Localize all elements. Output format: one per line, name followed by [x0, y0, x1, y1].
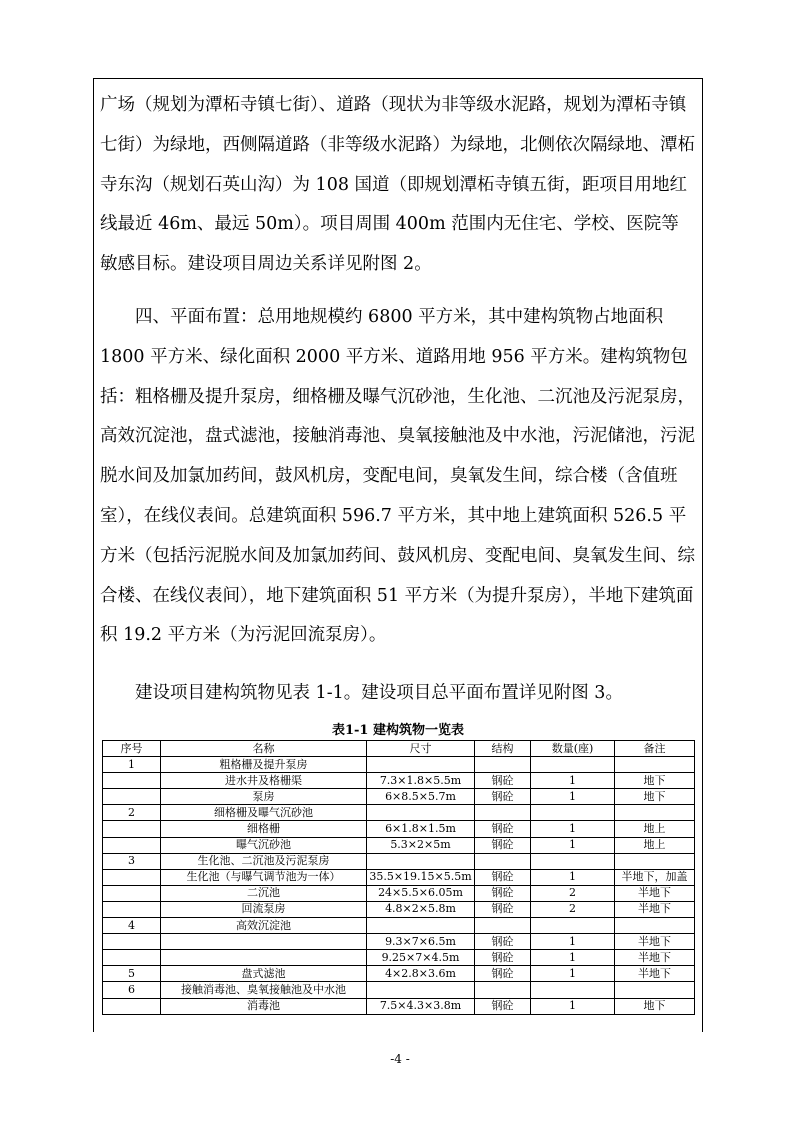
table-row	[103, 966, 695, 982]
cell-name: 盘式滤池	[161, 966, 367, 982]
table-row	[103, 901, 695, 917]
cell-size	[367, 805, 475, 821]
cell-remarks: 地上	[615, 837, 695, 853]
cell-quantity	[531, 757, 615, 773]
cell-quantity: 1	[531, 773, 615, 789]
cell-remarks: 地下	[615, 773, 695, 789]
cell-size: 9.3×7×6.5m	[367, 934, 475, 950]
cell-size: 35.5×19.15×5.5m	[367, 869, 475, 885]
cell-index	[103, 885, 161, 901]
paragraph-layout	[100, 298, 696, 656]
cell-remarks: 地下	[615, 789, 695, 805]
cell-size: 4×2.8×3.6m	[367, 966, 475, 982]
header-size: 尺寸	[367, 741, 475, 757]
cell-name: 生化池、二沉池及污泥泵房	[161, 853, 367, 869]
cell-structure	[475, 805, 531, 821]
cell-index	[103, 950, 161, 966]
cell-index	[103, 821, 161, 837]
cell-quantity: 1	[531, 821, 615, 837]
page-number: -4 -	[390, 1052, 410, 1066]
table-row	[103, 950, 695, 966]
cell-quantity	[531, 853, 615, 869]
table-row	[103, 821, 695, 837]
cell-structure: 钢砼	[475, 821, 531, 837]
cell-name: 细格栅及曝气沉砂池	[161, 805, 367, 821]
cell-name: 消毒池	[161, 998, 367, 1014]
paragraph-reference	[100, 674, 696, 714]
header-remarks: 备注	[615, 741, 695, 757]
cell-name: 曝气沉砂池	[161, 837, 367, 853]
cell-structure	[475, 853, 531, 869]
cell-name	[161, 950, 367, 966]
cell-structure	[475, 757, 531, 773]
header-name: 名称	[161, 741, 367, 757]
cell-index: 2	[103, 805, 161, 821]
cell-remarks	[615, 757, 695, 773]
cell-name: 回流泵房	[161, 901, 367, 917]
cell-quantity	[531, 982, 615, 998]
cell-structure: 钢砼	[475, 885, 531, 901]
cell-index	[103, 869, 161, 885]
cell-remarks: 半地下	[615, 966, 695, 982]
cell-structure: 钢砼	[475, 934, 531, 950]
cell-index	[103, 934, 161, 950]
table-row	[103, 885, 695, 901]
cell-remarks: 半地下，加盖	[615, 869, 695, 885]
table-header-row	[103, 741, 695, 757]
cell-size: 9.25×7×4.5m	[367, 950, 475, 966]
table-row	[103, 853, 695, 869]
table-row	[103, 934, 695, 950]
cell-structure: 钢砼	[475, 998, 531, 1014]
cell-quantity: 1	[531, 869, 615, 885]
cell-name: 接触消毒池、臭氧接触池及中水池	[161, 982, 367, 998]
cell-size: 7.5×4.3×3.8m	[367, 998, 475, 1014]
table-row	[103, 757, 695, 773]
cell-remarks	[615, 982, 695, 998]
cell-quantity: 2	[531, 901, 615, 917]
cell-index: 5	[103, 966, 161, 982]
cell-size: 4.8×2×5.8m	[367, 901, 475, 917]
table-row	[103, 837, 695, 853]
table-row	[103, 998, 695, 1014]
cell-name: 二沉池	[161, 885, 367, 901]
structures-table	[102, 740, 695, 1015]
cell-remarks: 半地下	[615, 950, 695, 966]
cell-index: 3	[103, 853, 161, 869]
cell-quantity: 1	[531, 934, 615, 950]
cell-index	[103, 837, 161, 853]
cell-name: 细格栅	[161, 821, 367, 837]
paragraph-1: 广场（规划为潭柘寺镇七街）、道路（现状为非等级水泥路，规划为潭柘寺镇七街）为绿地，西侧隔道路（非等级水泥路）为绿地，北侧依次隔绿地、潭柘寺东沟（规划石英山沟）为 108 国道（即规划潭柘寺镇五街，距项目用地红线最近 46m、最远 50m）。项目周围 400m 范围内无住宅、学校、医院等敏感目标。建设项目周边关系详见附图 2。	[100, 95, 695, 275]
cell-index: 6	[103, 982, 161, 998]
table-row	[103, 773, 695, 789]
cell-quantity: 1	[531, 966, 615, 982]
cell-structure: 钢砼	[475, 773, 531, 789]
cell-index	[103, 789, 161, 805]
cell-index	[103, 901, 161, 917]
cell-structure: 钢砼	[475, 837, 531, 853]
cell-structure: 钢砼	[475, 901, 531, 917]
cell-size	[367, 982, 475, 998]
cell-remarks: 地下	[615, 998, 695, 1014]
cell-index: 1	[103, 757, 161, 773]
header-structure: 结构	[475, 741, 531, 757]
table-row	[103, 982, 695, 998]
cell-remarks	[615, 918, 695, 934]
cell-name: 生化池（与曝气调节池为一体）	[161, 869, 367, 885]
cell-size	[367, 918, 475, 934]
paragraph-3: 建设项目建构筑物见表 1-1。建设项目总平面布置详见附图 3。	[135, 683, 623, 703]
cell-size: 6×8.5×5.7m	[367, 789, 475, 805]
cell-remarks: 半地下	[615, 934, 695, 950]
cell-quantity	[531, 918, 615, 934]
header-index: 序号	[103, 741, 161, 757]
cell-quantity: 2	[531, 885, 615, 901]
cell-quantity	[531, 805, 615, 821]
header-quantity: 数量(座)	[531, 741, 615, 757]
cell-quantity: 1	[531, 950, 615, 966]
cell-size: 6×1.8×1.5m	[367, 821, 475, 837]
cell-quantity: 1	[531, 998, 615, 1014]
table-row	[103, 918, 695, 934]
cell-size: 5.3×2×5m	[367, 837, 475, 853]
cell-structure: 钢砼	[475, 950, 531, 966]
cell-structure: 钢砼	[475, 789, 531, 805]
cell-index: 4	[103, 918, 161, 934]
cell-size	[367, 757, 475, 773]
cell-remarks	[615, 853, 695, 869]
cell-quantity: 1	[531, 789, 615, 805]
cell-quantity: 1	[531, 837, 615, 853]
cell-size: 7.3×1.8×5.5m	[367, 773, 475, 789]
paragraph-surroundings	[100, 86, 696, 285]
cell-remarks: 半地下	[615, 901, 695, 917]
cell-name	[161, 934, 367, 950]
cell-name: 泵房	[161, 789, 367, 805]
cell-structure	[475, 982, 531, 998]
cell-name: 高效沉淀池	[161, 918, 367, 934]
cell-remarks	[615, 805, 695, 821]
cell-remarks: 地上	[615, 821, 695, 837]
cell-size	[367, 853, 475, 869]
cell-structure: 钢砼	[475, 966, 531, 982]
table-caption: 表1-1 建构筑物一览表	[331, 723, 464, 738]
cell-size: 24×5.5×6.05m	[367, 885, 475, 901]
table-row	[103, 805, 695, 821]
cell-structure: 钢砼	[475, 869, 531, 885]
table-row	[103, 789, 695, 805]
cell-remarks: 半地下	[615, 885, 695, 901]
cell-name: 粗格栅及提升泵房	[161, 757, 367, 773]
cell-structure	[475, 918, 531, 934]
cell-name: 进水井及格栅渠	[161, 773, 367, 789]
cell-index	[103, 998, 161, 1014]
table-row	[103, 869, 695, 885]
cell-index	[103, 773, 161, 789]
paragraph-2: 四、平面布置：总用地规模约 6800 平方米，其中建构筑物占地面积 1800 平方米、绿化面积 2000 平方米、道路用地 956 平方米。建构筑物包括：粗格栅及提升泵房，细格栅及曝气沉砂池，生化池、二沉池及污泥泵房，高效沉淀池，盘式滤池，接触消毒池、臭氧接触池及中水池，污泥储池，污泥脱水间及加氯加药间，鼓风机房，变配电间，臭氧发生间，综合楼（含值班室），在线仪表间。总建筑面积 596.7 平方米，其中地上建筑面积 526.5 平方米（包括污泥脱水间及加氯加药间、鼓风机房、变配电间、臭氧发生间、综合楼、在线仪表间），地下建筑面积 51 平方米（为提升泵房），半地下建筑面积 19.2 平方米（为污泥回流泵房）。	[100, 307, 695, 646]
